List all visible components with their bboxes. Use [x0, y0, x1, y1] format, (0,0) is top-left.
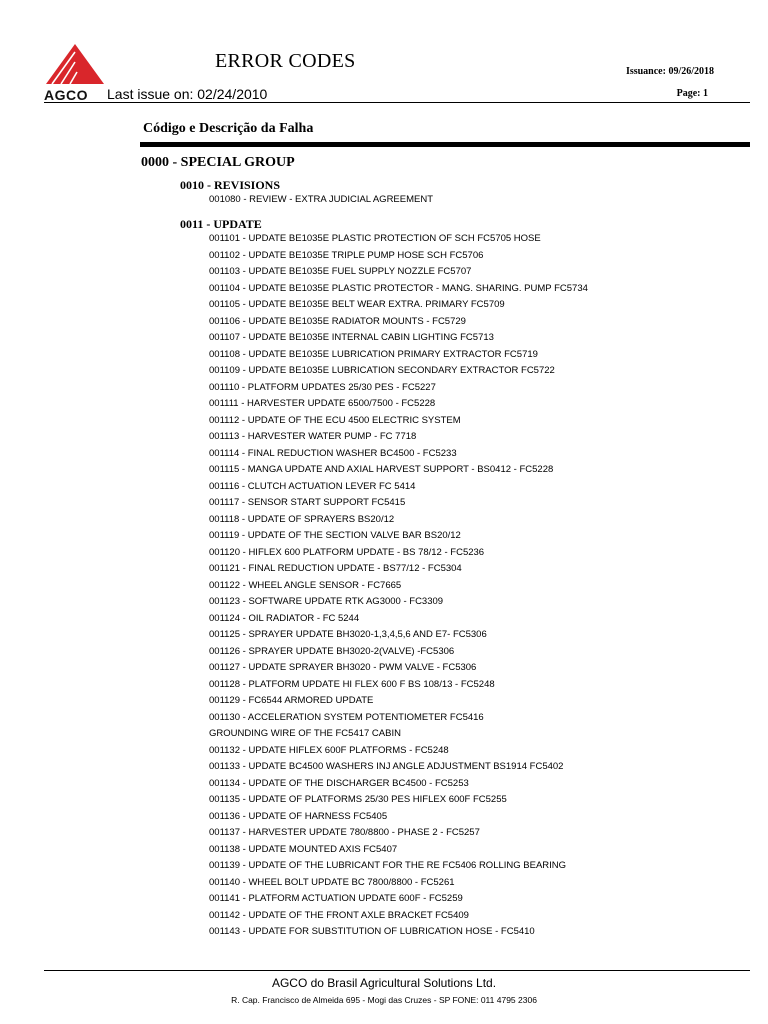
error-code-item: 001125 - SPRAYER UPDATE BH3020-1,3,4,5,6 AND E7- FC5306: [209, 629, 487, 640]
footer-divider: [44, 970, 750, 971]
error-code-item: 001111 - HARVESTER UPDATE 6500/7500 - FC5228: [209, 398, 436, 409]
error-code-item: 001141 - PLATFORM ACTUATION UPDATE 600F - FC5259: [209, 893, 463, 904]
error-code-item: 001123 - SOFTWARE UPDATE RTK AG3000 - FC3309: [209, 596, 444, 607]
error-code-item: 001120 - HIFLEX 600 PLATFORM UPDATE - BS 78/12 - FC5236: [209, 546, 485, 558]
error-code-item: 001129 - FC6544 ARMORED UPDATE: [209, 695, 374, 706]
agco-logo: [44, 44, 106, 104]
section-title: Código e Descrição da Falha: [143, 121, 314, 136]
update-list: [209, 231, 588, 941]
error-code-item: 001140 - WHEEL BOLT UPDATE BC 7800/8800 - FC5261: [209, 876, 455, 888]
error-code-item: 001127 - UPDATE SPRAYER BH3020 - PWM VALVE - FC5306: [209, 662, 477, 673]
header-divider: [44, 102, 750, 103]
error-code-item: 001121 - FINAL REDUCTION UPDATE - BS77/12 - FC5304: [209, 563, 462, 574]
error-code-item: 001142 - UPDATE OF THE FRONT AXLE BRACKET FC5409: [209, 909, 469, 921]
page-number: Page: 1: [676, 88, 708, 99]
logo-wordmark: AGCO: [44, 87, 88, 103]
error-code-item: 001104 - UPDATE BE1035E PLASTIC PROTECTOR - MANG. SHARING. PUMP FC5734: [209, 282, 588, 294]
error-code-item: 001138 - UPDATE MOUNTED AXIS FC5407: [209, 843, 398, 855]
error-code-item: 001118 - UPDATE OF SPRAYERS BS20/12: [209, 513, 395, 525]
error-code-item: 001119 - UPDATE OF THE SECTION VALVE BAR BS20/12: [209, 530, 461, 541]
error-code-item: 001105 - UPDATE BE1035E BELT WEAR EXTRA. PRIMARY FC5709: [209, 299, 505, 310]
error-code-item: 001130 - ACCELERATION SYSTEM POTENTIOMETER FC5416: [209, 711, 484, 723]
error-code-item: 001126 - SPRAYER UPDATE BH3020-2(VALVE) -FC5306: [209, 645, 455, 657]
error-code-item: 001124 - OIL RADIATOR - FC 5244: [209, 612, 360, 624]
error-code-item: 001143 - UPDATE FOR SUBSTITUTION OF LUBRICATION HOSE - FC5410: [209, 926, 535, 937]
update-heading: 0011 - UPDATE: [180, 217, 262, 231]
error-code-item: 001133 - UPDATE BC4500 WASHERS INJ ANGLE ADJUSTMENT BS1914 FC5402: [209, 761, 564, 772]
error-code-item: 001139 - UPDATE OF THE LUBRICANT FOR THE RE FC5406 ROLLING BEARING: [209, 860, 567, 871]
footer-company: AGCO do Brasil Agricultural Solutions Ltd.: [271, 976, 497, 990]
error-code-item: 001135 - UPDATE OF PLATFORMS 25/30 PES HIFLEX 600F FC5255: [209, 794, 507, 805]
group-title: 0000 - SPECIAL GROUP: [141, 155, 295, 170]
error-code-item: 001106 - UPDATE BE1035E RADIATOR MOUNTS - FC5729: [209, 315, 466, 327]
error-code-item: 001102 - UPDATE BE1035E TRIPLE PUMP HOSE SCH FC5706: [209, 249, 484, 261]
error-code-item: 001109 - UPDATE BE1035E LUBRICATION SECONDARY EXTRACTOR FC5722: [209, 365, 555, 376]
error-code-item: 001116 - CLUTCH ACTUATION LEVER FC 5414: [209, 480, 416, 492]
error-code-item: GROUNDING WIRE OF THE FC5417 CABIN: [209, 728, 401, 739]
error-code-item: 001132 - UPDATE HIFLEX 600F PLATFORMS - FC5248: [209, 744, 449, 756]
issuance-date: Issuance: 09/26/2018: [625, 66, 714, 77]
error-code-item: 001113 - HARVESTER WATER PUMP - FC 7718: [209, 431, 417, 442]
error-code-item: 001112 - UPDATE OF THE ECU 4500 ELECTRIC SYSTEM: [209, 414, 461, 426]
revisions-list: [209, 192, 433, 209]
last-issue-date: Last issue on: 02/24/2010: [107, 86, 268, 102]
error-code-item: 001115 - MANGA UPDATE AND AXIAL HARVEST SUPPORT - BS0412 - FC5228: [209, 464, 554, 475]
error-code-item: 001110 - PLATFORM UPDATES 25/30 PES - FC5227: [209, 381, 436, 393]
error-code-item: 001103 - UPDATE BE1035E FUEL SUPPLY NOZZLE FC5707: [209, 266, 472, 277]
error-code-item: 001134 - UPDATE OF THE DISCHARGER BC4500 - FC5253: [209, 777, 469, 789]
section-divider: [140, 142, 750, 147]
agco-triangle-icon: [44, 44, 106, 88]
error-code-item: 001101 - UPDATE BE1035E PLASTIC PROTECTION OF SCH FC5705 HOSE: [209, 233, 541, 244]
error-code-item: 001108 - UPDATE BE1035E LUBRICATION PRIMARY EXTRACTOR FC5719: [209, 348, 538, 360]
document-title: ERROR CODES: [215, 50, 356, 72]
revisions-heading: 0010 - REVISIONS: [180, 178, 281, 192]
error-code-item: 001137 - HARVESTER UPDATE 780/8800 - PHASE 2 - FC5257: [209, 827, 480, 838]
error-code-item: 001136 - UPDATE OF HARNESS FC5405: [209, 810, 388, 822]
error-code-item: 001080 - REVIEW - EXTRA JUDICIAL AGREEMENT: [209, 194, 434, 205]
footer-address: R. Cap. Francisco de Almeida 695 - Mogi das Cruzes - SP FONE: 011 4795 2306: [231, 995, 537, 1005]
error-code-item: 001107 - UPDATE BE1035E INTERNAL CABIN LIGHTING FC5713: [209, 332, 494, 343]
error-code-item: 001128 - PLATFORM UPDATE HI FLEX 600 F BS 108/13 - FC5248: [209, 678, 495, 690]
error-code-item: 001114 - FINAL REDUCTION WASHER BC4500 - FC5233: [209, 447, 457, 459]
error-code-item: 001122 - WHEEL ANGLE SENSOR - FC7665: [209, 579, 402, 591]
error-code-item: 001117 - SENSOR START SUPPORT FC5415: [209, 497, 406, 508]
